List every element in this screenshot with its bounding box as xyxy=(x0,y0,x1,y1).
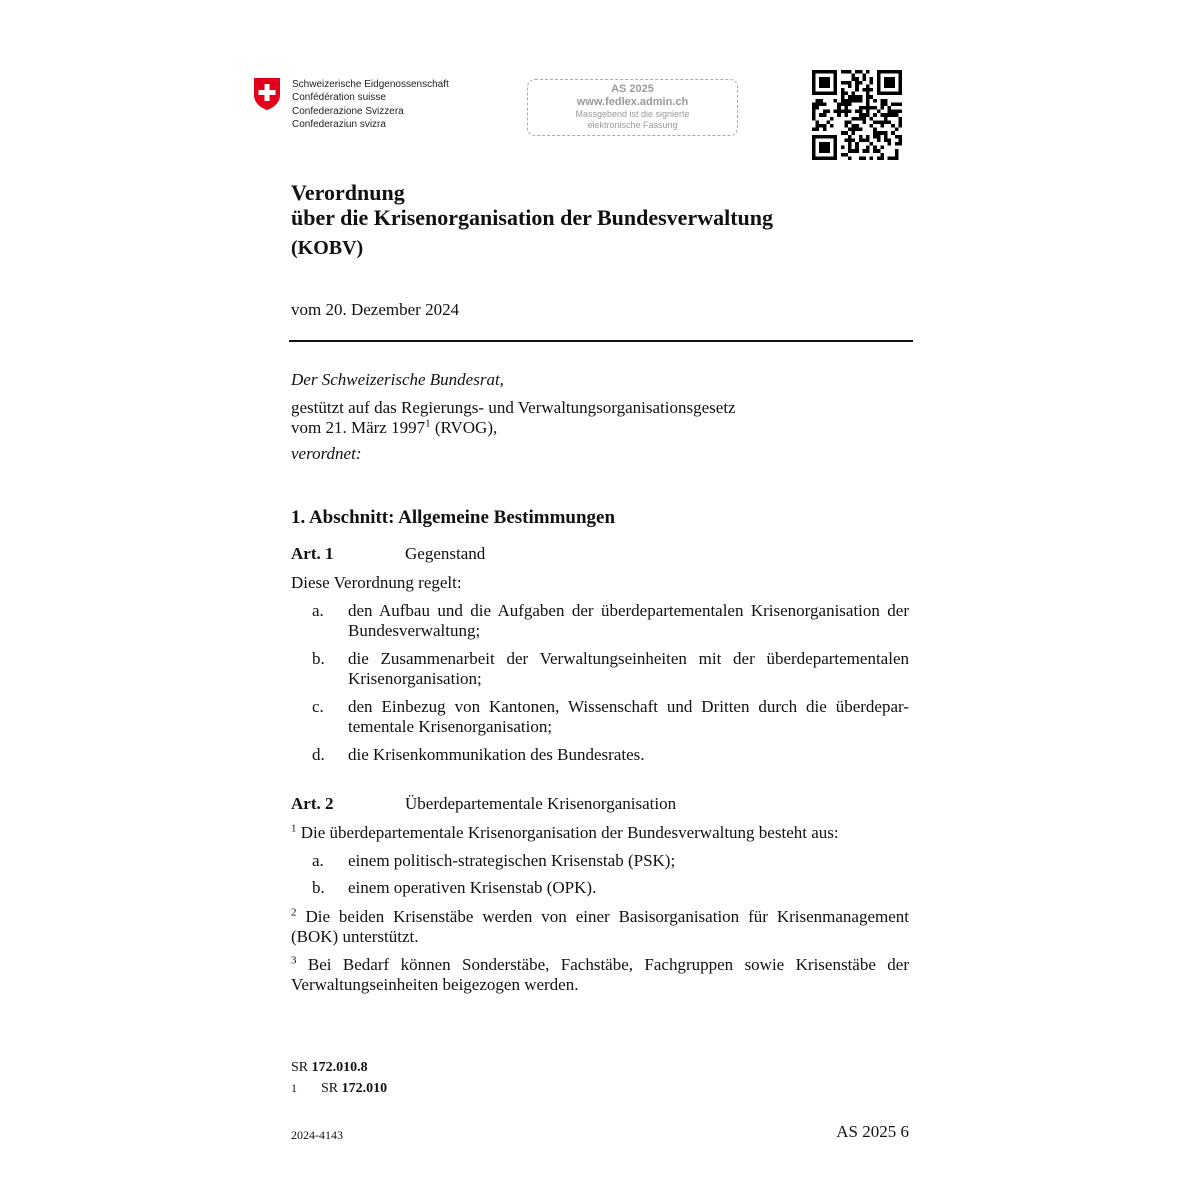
sr-label: SR xyxy=(291,1060,309,1075)
list-item-text: einem operativen Krisenstab (OPK). xyxy=(348,878,597,897)
article-2-title: Überdepartementale Krisenorganisation xyxy=(405,794,677,813)
swiss-coat-of-arms-icon xyxy=(253,77,281,111)
section-heading: 1. Abschnitt: Allgemeine Bestimmungen xyxy=(291,507,616,528)
paragraph-number: 3 xyxy=(291,954,297,967)
list-item-letter: b. xyxy=(312,878,325,897)
confederation-names xyxy=(292,78,449,131)
list-item-letter: a. xyxy=(312,601,324,620)
title-line2: über die Krisenorganisation der Bundesverwaltung xyxy=(291,205,774,230)
confed-line-de: Schweizerische Eidgenossenschaft xyxy=(292,79,449,90)
article-1-number: Art. 1 xyxy=(291,544,334,563)
official-stamp xyxy=(527,79,738,136)
preamble-enacts: verordnet: xyxy=(291,444,362,463)
title-abbreviation: (KOBV) xyxy=(291,237,364,259)
paragraph-number: 2 xyxy=(291,906,297,919)
preamble-basis-line1: gestützt auf das Regierungs- und Verwaltungsorganisationsgesetz xyxy=(291,398,736,417)
list-item-text: den Einbezug von Kantonen, Wissenschaft und Dritten durch die überdepar- tementale Krisenorganisation; xyxy=(348,697,909,736)
article-2-number: Art. 2 xyxy=(291,794,334,813)
list-item xyxy=(312,649,909,689)
preamble-basis-abbr: (RVOG), xyxy=(430,418,498,437)
list-item xyxy=(312,878,909,898)
article-2-paragraph-2 xyxy=(291,907,909,947)
stamp-note-line2: elektronische Fassung xyxy=(587,120,678,130)
article-2-heading xyxy=(291,794,676,814)
stamp-collection: AS 2025 xyxy=(611,83,654,95)
confed-line-fr: Confédération suisse xyxy=(292,92,386,104)
footnote-number: 1 xyxy=(291,1081,297,1095)
paragraph-number: 1 xyxy=(291,822,297,835)
document-title xyxy=(291,180,773,261)
preamble xyxy=(291,370,911,464)
list-item-letter: d. xyxy=(312,745,325,764)
confed-line-rm: Confederaziun svizra xyxy=(292,118,386,130)
list-item-letter: c. xyxy=(312,697,324,716)
paragraph-text: Die beiden Krisenstäbe werden von einer Basisorganisation für Krisenmanagement (BOK) unterstützt. xyxy=(291,907,910,946)
footnote-ref[interactable]: 1 xyxy=(425,417,431,430)
footnote-label: SR xyxy=(321,1081,339,1096)
title-divider xyxy=(289,340,913,342)
preamble-basis-date: vom 21. März 1997 xyxy=(291,418,426,437)
title-line1: Verordnung xyxy=(291,180,405,205)
stamp-website: www.fedlex.admin.ch xyxy=(576,96,689,108)
list-item xyxy=(312,745,909,765)
article-1-title: Gegenstand xyxy=(405,544,486,563)
paragraph-text: Die überdepartementale Krisenorganisation der Bundesverwaltung besteht aus: xyxy=(300,823,839,842)
article-1-heading xyxy=(291,544,485,564)
list-item xyxy=(312,697,909,737)
article-2-paragraph-3 xyxy=(291,955,909,995)
confed-line-it: Confederazione Svizzera xyxy=(292,105,404,117)
preamble-basis-line2 xyxy=(291,418,911,438)
document-date: vom 20. Dezember 2024 xyxy=(291,300,460,319)
list-item xyxy=(312,851,909,871)
list-item-text: einem politisch-strategischen Krisenstab (PSK); xyxy=(348,851,676,870)
article-2-paragraph-1 xyxy=(291,823,909,843)
page-reference: AS 2025 6 xyxy=(836,1122,909,1141)
document-id: 2024-4143 xyxy=(291,1128,343,1142)
qr-code-icon xyxy=(812,70,902,160)
sr-number: 172.010.8 xyxy=(311,1060,368,1075)
footnote-sr-number: 172.010 xyxy=(341,1081,388,1096)
list-item-letter: a. xyxy=(312,851,324,870)
list-item-letter: b. xyxy=(312,649,325,668)
article-1-intro: Diese Verordnung regelt: xyxy=(291,573,462,592)
footnote xyxy=(291,1078,387,1099)
list-item xyxy=(312,601,909,641)
stamp-note-line1: Massgebend ist die signierte xyxy=(575,109,690,119)
preamble-authority: Der Schweizerische Bundesrat, xyxy=(291,370,504,389)
list-item-text: die Zusammenarbeit der Verwaltungseinheiten mit der überdepartementalen Krisenorganisation; xyxy=(348,649,909,688)
list-item-text: die Krisenkommunikation des Bundesrates. xyxy=(348,745,645,764)
sr-reference xyxy=(291,1058,368,1078)
paragraph-text: Bei Bedarf können Sonderstäbe, Fachstäbe, Fachgruppen sowie Krisenstäbe der Verwaltungseinheiten beigezogen werden. xyxy=(291,955,909,994)
list-item-text: den Aufbau und die Aufgaben der überdepartementalen Krisenorganisation der Bundesverwaltung; xyxy=(348,601,909,640)
